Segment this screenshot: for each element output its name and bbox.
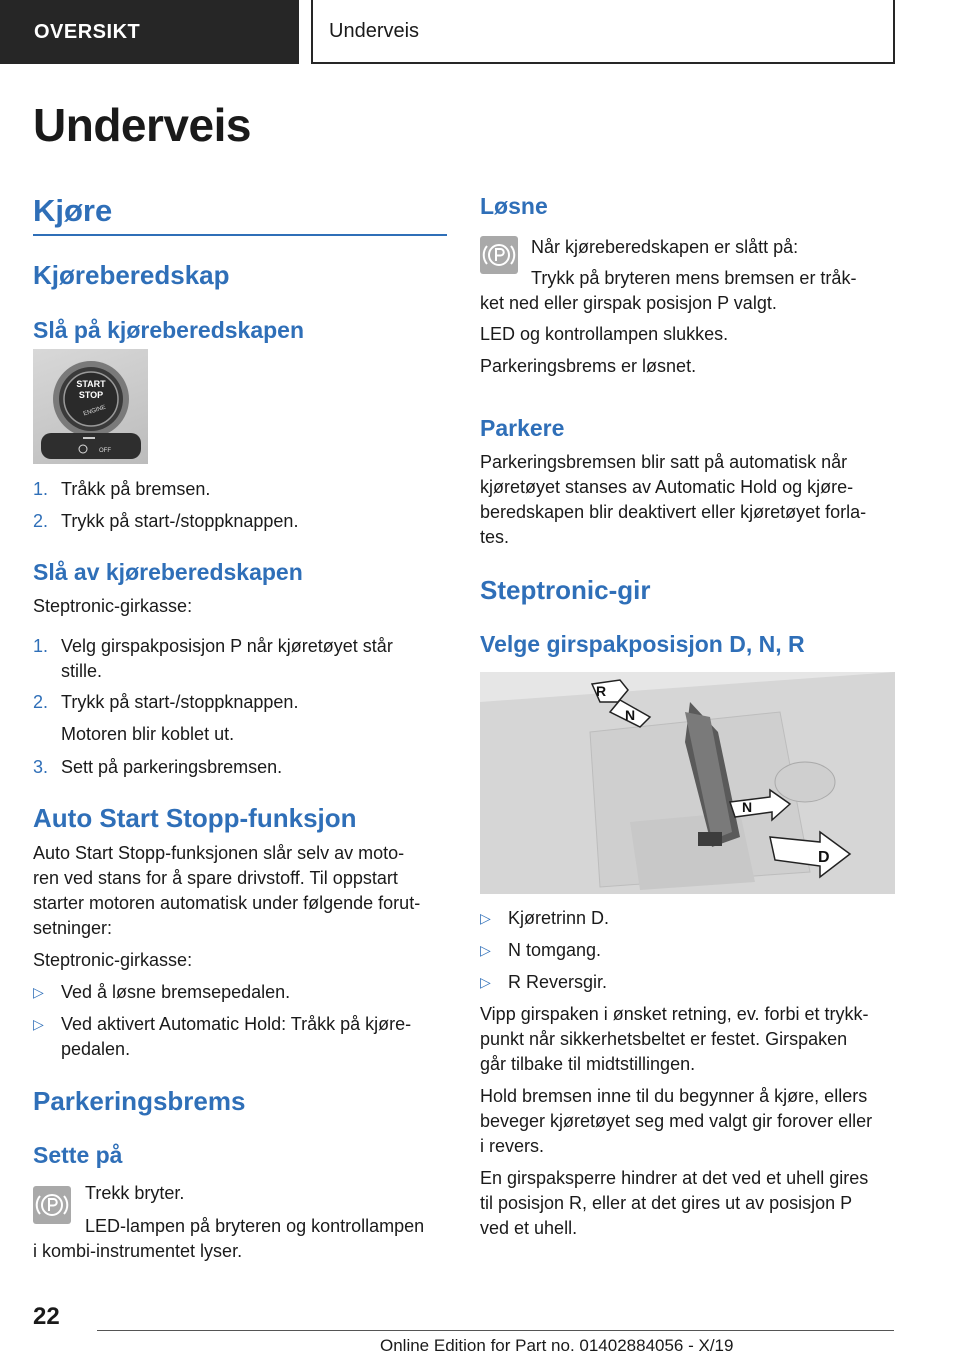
- vipp-line: Vipp girspaken i ønsket retning, ev. forbi et trykk-: [480, 1004, 869, 1024]
- vipp-line: går tilbake til midtstillingen.: [480, 1054, 696, 1074]
- footer-divider: [97, 1330, 894, 1331]
- auto-steptronic-label: Steptronic-girkasse:: [33, 950, 193, 970]
- gear-selector-image: [480, 672, 895, 894]
- auto-paragraph-line: starter motoren automatisk under følgende forut-: [33, 893, 421, 913]
- losne-text: Når kjøreberedskapen er slått på:: [531, 237, 799, 257]
- heading-kjore: Kjøre: [33, 193, 113, 228]
- gear-n-label-lower: N: [742, 799, 753, 815]
- sette-pa-text: i kombi-instrumentet lyser.: [33, 1241, 243, 1261]
- losne-text: Parkeringsbrems er løsnet.: [480, 356, 697, 376]
- parking-brake-icon: [33, 1186, 71, 1224]
- tab-overview[interactable]: OVERSIKT: [0, 0, 299, 64]
- parkere-line: tes.: [480, 527, 510, 547]
- off-label: OFF: [99, 448, 111, 454]
- heading-velge-girspak: Velge girspakposisjon D, N, R: [480, 631, 805, 657]
- gear-d-label: D: [818, 849, 830, 866]
- losne-text: LED og kontrollampen slukkes.: [480, 324, 729, 344]
- parkere-line: kjøretøyet stanses av Automatic Hold og kjøre-: [480, 477, 854, 497]
- sette-pa-step: Trekk bryter.: [85, 1183, 185, 1203]
- sperre-line: til posisjon R, eller at det gires ut av posisjon P: [480, 1193, 853, 1213]
- triangle-bullet-icon: ▷: [33, 984, 44, 1000]
- tab-current-section[interactable]: Underveis: [311, 0, 895, 64]
- parking-brake-icon: [480, 236, 518, 274]
- losne-text: Trykk på bryteren mens bremsen er tråk-: [531, 268, 857, 288]
- start-label: START: [76, 379, 106, 389]
- vipp-line: punkt når sikkerhetsbeltet er festet. Girspaken: [480, 1029, 848, 1049]
- stop-label: STOP: [78, 390, 104, 400]
- hold-line: Hold bremsen inne til du begynner å kjøre, ellers: [480, 1086, 868, 1106]
- sperre-line: ved et uhell.: [480, 1218, 578, 1238]
- heading-kjoreberedskap: Kjøreberedskap: [33, 260, 230, 290]
- heading-losne: Løsne: [480, 193, 548, 219]
- engine-label: ENGINE: [82, 404, 107, 418]
- heading-parkere: Parkere: [480, 415, 565, 441]
- sette-pa-text: LED-lampen på bryteren og kontrollampen: [85, 1216, 425, 1236]
- parkere-line: Parkeringsbremsen blir satt på automatisk når: [480, 452, 848, 472]
- start-stop-button-icon: [33, 349, 148, 464]
- parkere-line: beredskapen blir deaktivert eller kjøretøyet forla-: [480, 502, 867, 522]
- heading-sla-av: Slå av kjøreberedskapen: [33, 559, 303, 585]
- steptronic-label: Steptronic-girkasse:: [33, 596, 193, 616]
- triangle-bullet-icon: ▷: [480, 974, 491, 990]
- auto-paragraph-line: ren ved stans for å spare drivstoff. Til oppstart: [33, 868, 398, 888]
- triangle-bullet-icon: ▷: [33, 1016, 44, 1032]
- sperre-line: En girspaksperre hindrer at det ved et uhell gires: [480, 1168, 869, 1188]
- page-number: 22: [33, 1303, 60, 1330]
- auto-paragraph-line: setninger:: [33, 918, 113, 938]
- heading-sette-pa: Sette på: [33, 1142, 123, 1168]
- hold-line: beveger kjøretøyet seg med valgt gir forover eller: [480, 1111, 873, 1131]
- footer-edition: Online Edition for Part no. 01402884056 - X/19: [380, 1336, 734, 1355]
- triangle-bullet-icon: ▷: [480, 942, 491, 958]
- hold-line: i revers.: [480, 1136, 545, 1156]
- losne-text: ket ned eller girspak posisjon P valgt.: [480, 293, 777, 313]
- page-title: Underveis: [33, 99, 251, 151]
- gear-r-label: R: [596, 683, 607, 699]
- heading-divider: [33, 234, 447, 236]
- heading-steptronic-gir: Steptronic-gir: [480, 575, 651, 605]
- gear-lever-illustration: [480, 672, 895, 894]
- auto-paragraph-line: Auto Start Stopp-funksjonen slår selv av moto-: [33, 843, 405, 863]
- heading-sla-pa: Slå på kjøreberedskapen: [33, 317, 305, 343]
- start-stop-button-image: [33, 349, 148, 464]
- gear-n-label: N: [625, 707, 636, 723]
- heading-parkeringsbrems: Parkeringsbrems: [33, 1086, 246, 1116]
- top-navigation: [0, 0, 960, 66]
- heading-auto-start-stopp: Auto Start Stopp-funksjon: [33, 803, 357, 833]
- triangle-bullet-icon: ▷: [480, 910, 491, 926]
